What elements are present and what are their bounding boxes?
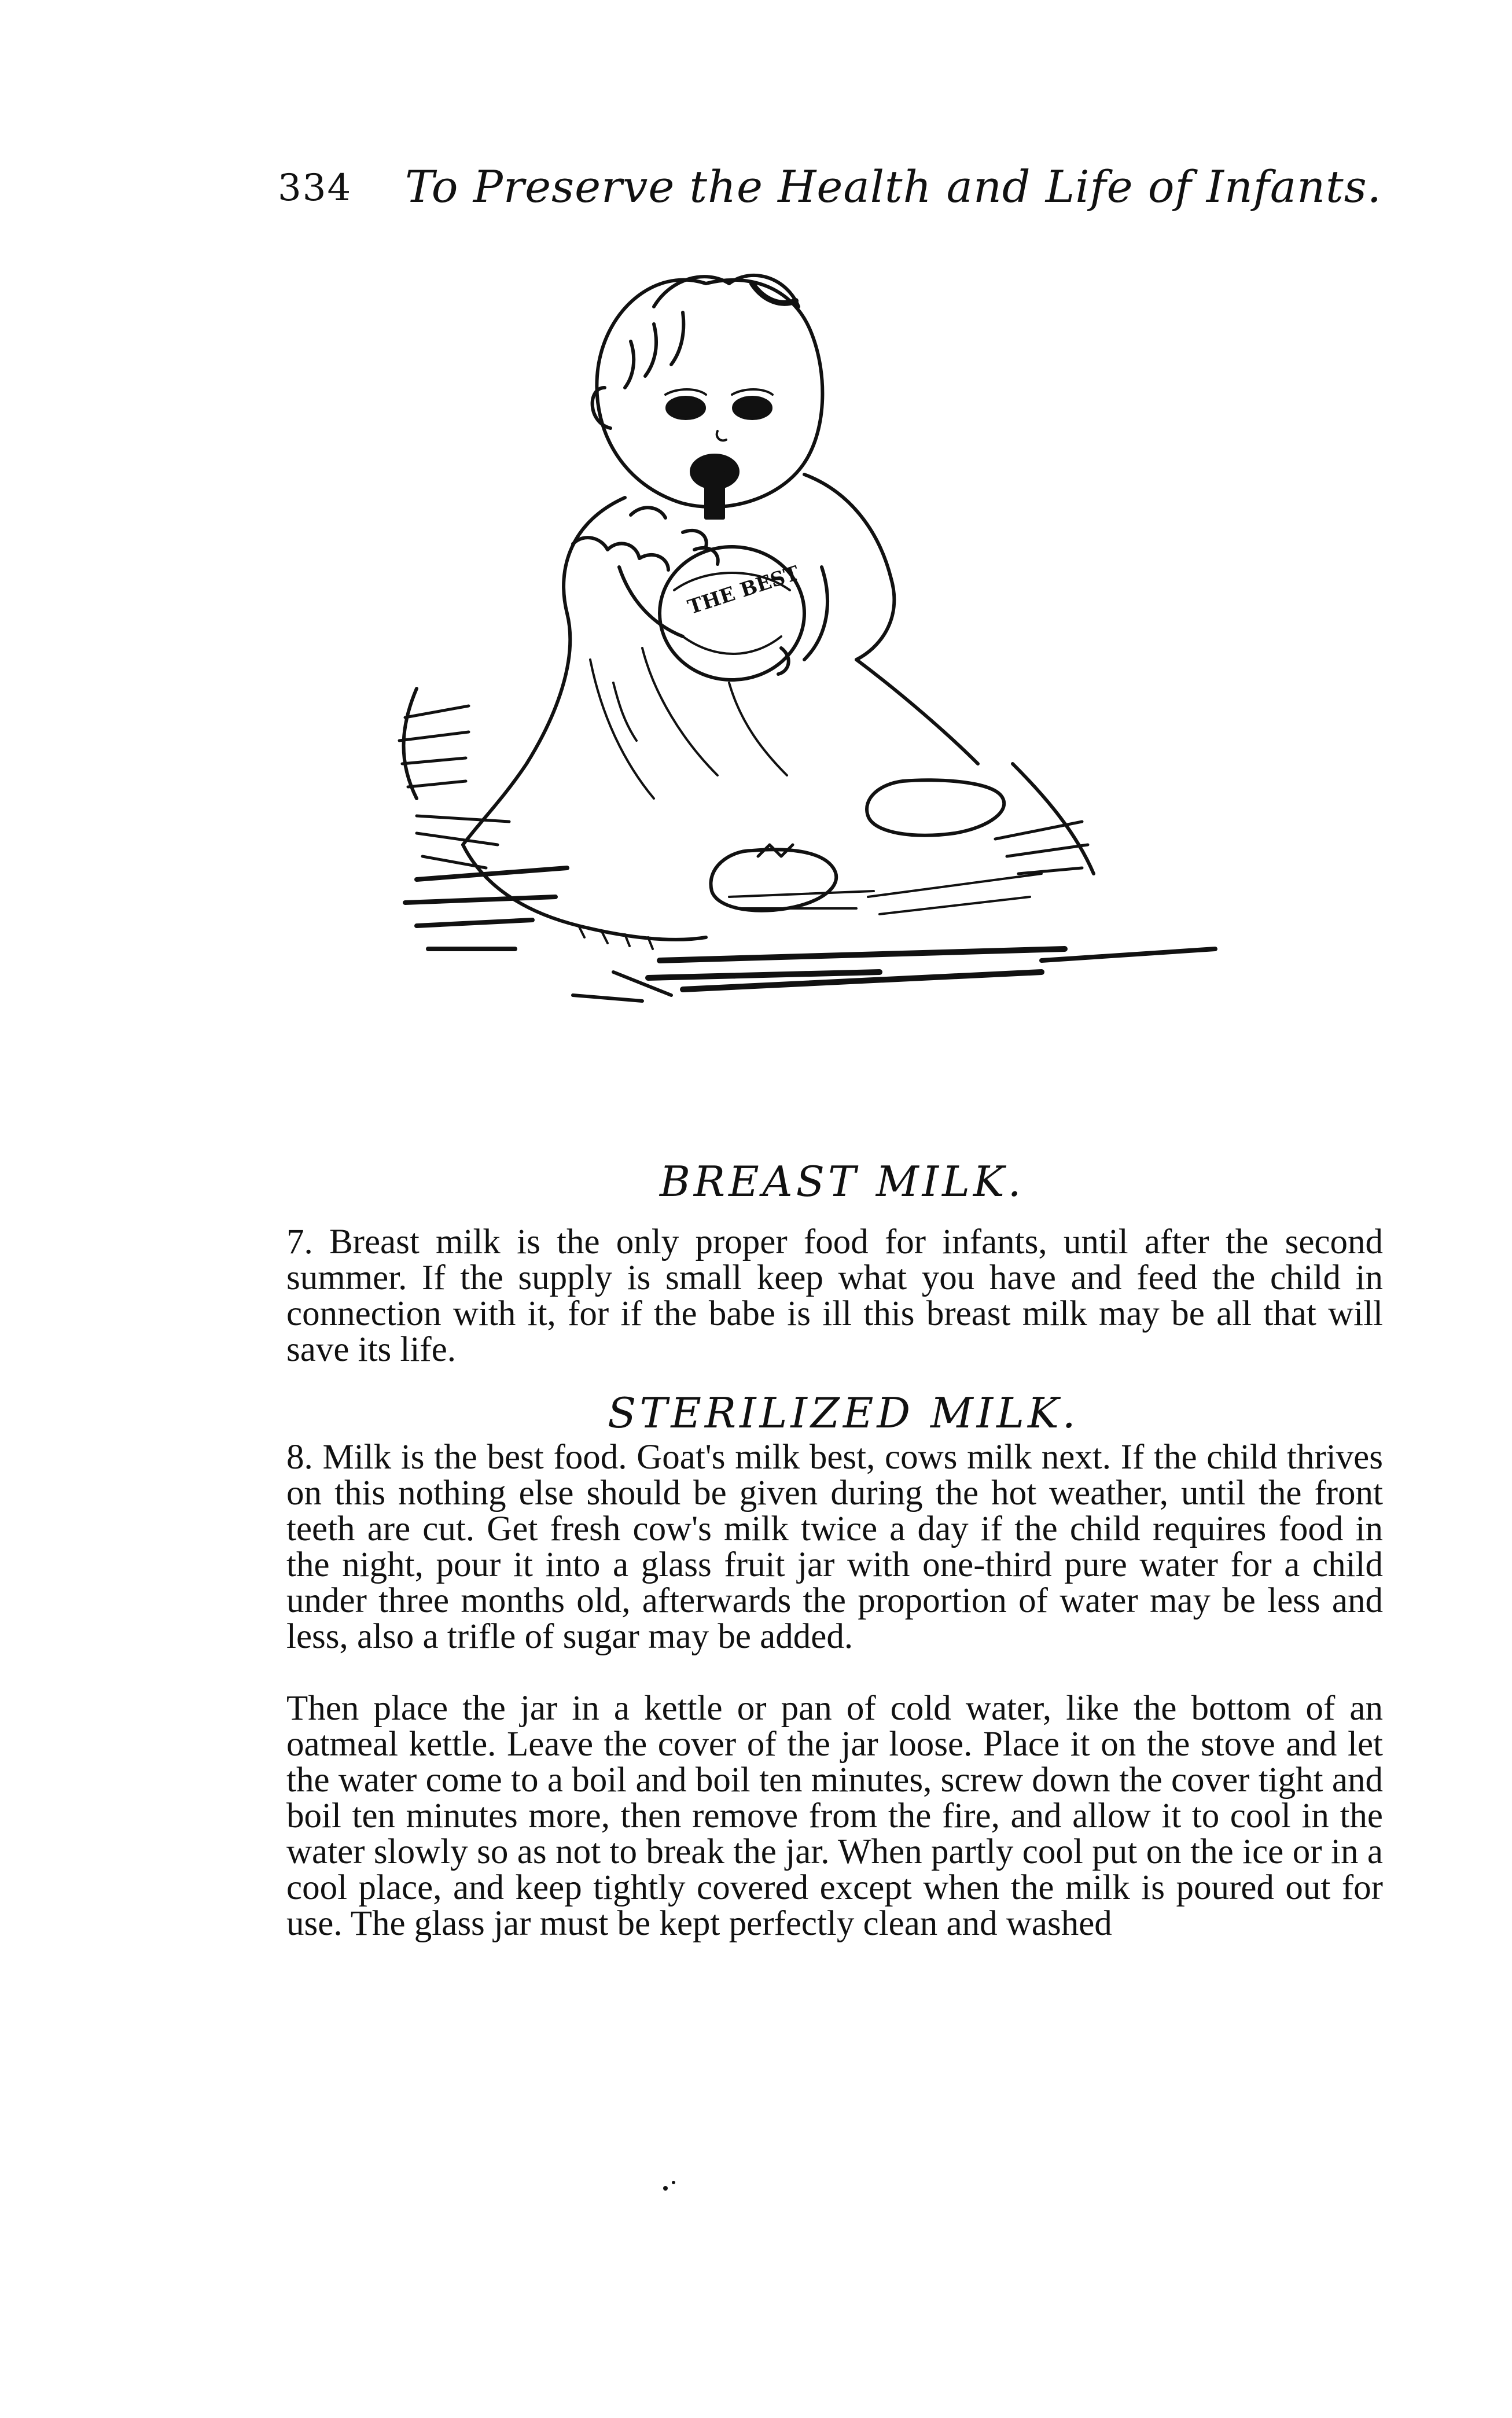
baby-illustration [382,243,1261,1146]
bottle-label: THE BEST [685,561,803,620]
sterilized-milk-paragraph: 8. Milk is the best food. Goat's milk best, cows milk next. If the child thrives on this nothing else should be given during the hot weather, until the front teeth are cut. Get fresh cow's milk twice a day if the child requires food in the night, pour it into a glass fruit jar with one-third pure water for a child under three months old, afterwards the proportion of water may be less and less, also a trifle of sugar may be added. [286,1438,1383,1656]
page-number: 334 [278,167,352,209]
breast-milk-paragraph: 7. Breast milk is the only proper food for infants, until after the second summer. If the supply is small keep what you have and feed the child in connection with it, for if the babe is ill this breast milk may be all that will save its life. [286,1223,1383,1369]
ink-specks [660,2176,683,2199]
sterilized-milk-paragraph-2: Then place the jar in a kettle or pan of cold water, like the bottom of an oatmeal kettle. Leave the cover of the jar loose. Place it on the stove and let the water come to a boil and boil ten minutes, screw down the cover tight and boil ten minutes more, then remove from the fire, and allow it to cool in the water slowly so as not to break the jar. When partly cool put on the ice or in a cool place, and keep tightly covered except when the milk is poured out for use. The glass jar must be kept perfectly clean and washed [286,1689,1383,1943]
running-head: To Preserve the Health and Life of Infants. [405,161,1382,212]
breast-milk-heading: BREAST MILK. [660,1157,1025,1206]
page-header [278,161,1382,213]
sterilized-milk-heading: STERILIZED MILK. [608,1389,1079,1437]
